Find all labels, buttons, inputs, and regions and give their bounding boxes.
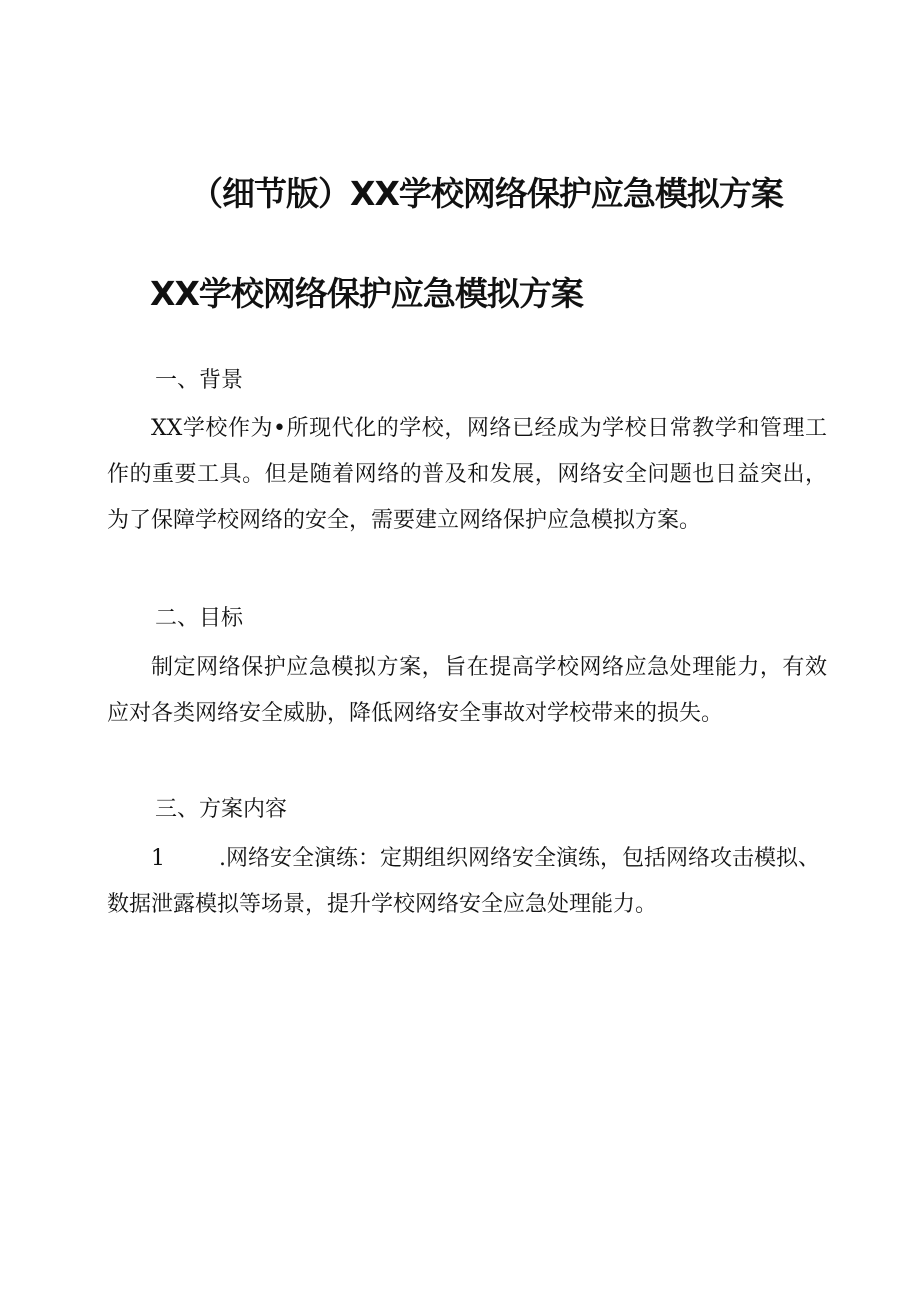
list-item-text: .网络安全演练：定期组织网络安全演练，包括网络攻击模拟、数据泄露模拟等场景，提升学校网络安全应急处理能力。 [107, 846, 820, 917]
section-paragraph-goal: 制定网络保护应急模拟方案，旨在提高学校网络应急处理能力，有效应对各类网络安全威胁，降低网络安全事故对学校带来的损失。 [107, 655, 827, 726]
section-paragraph-background: XX学校作为•所现代化的学校，网络已经成为学校日常教学和管理工作的重要工具。但是随着网络的普及和发展，网络安全问题也日益突出，为了保障学校网络的安全，需要建立网络保护应急模拟方案。 [107, 416, 827, 533]
list-item-number: 1 [151, 846, 165, 871]
section-heading-plan-content: 三、方案内容 [155, 797, 288, 822]
document-title: （细节版）XX学校网络保护应急模拟方案 [190, 174, 783, 213]
list-item [107, 836, 827, 928]
section-heading-background: 一、背景 [155, 368, 244, 393]
section-heading-goal: 二、目标 [155, 606, 244, 631]
document-subtitle: XX学校网络保护应急模拟方案 [150, 274, 583, 313]
